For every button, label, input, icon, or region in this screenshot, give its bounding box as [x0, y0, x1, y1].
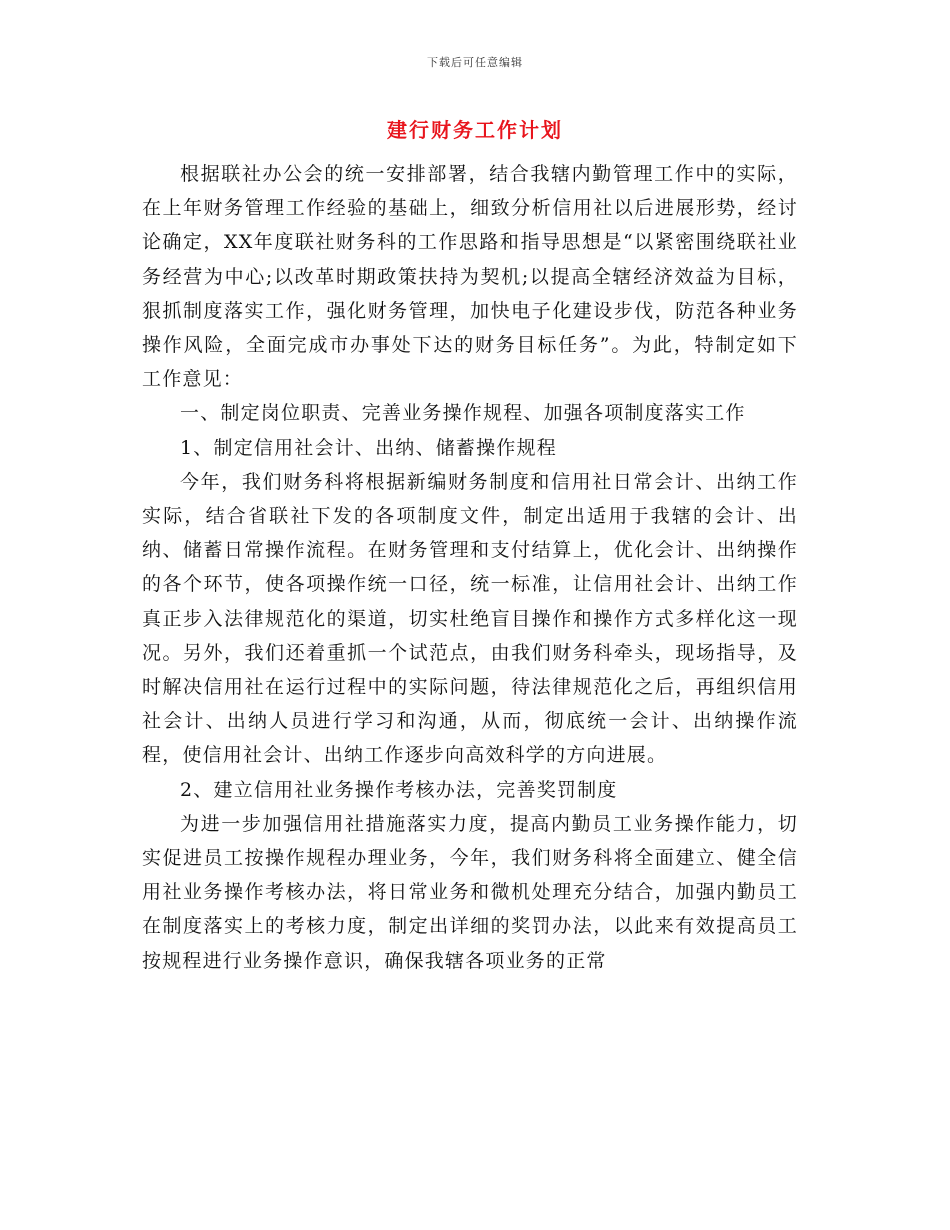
- section-heading-1: 一、制定岗位职责、完善业务操作规程、加强各项制度落实工作: [180, 402, 746, 425]
- paragraph-subsection-2: 为进一步加强信用社措施落实力度，提高内勤员工业务操作能力，切实促进员工按操作规程办理业务，今年，我们财务科将全面建立、健全信用社业务操作考核办法，将日常业务和微机处理充分结合，加强内勤员工在制度落实上的考核力度，制定出详细的奖罚办法，以此来有效提高员工按规程进行业务操作意识，确保我辖各项业务的正常: [142, 812, 798, 972]
- subsection-heading-2: 2、建立信用社业务操作考核办法，完善奖罚制度: [180, 778, 618, 801]
- document-title: 建行财务工作计划: [387, 118, 563, 142]
- paragraph-intro: 根据联社办公会的统一安排部署，结合我辖内勤管理工作中的实际，在上年财务管理工作经验的基础上，细致分析信用社以后进展形势，经讨论确定，XX年度联社财务科的工作思路和指导思想是“以紧密围绕联社业务经营为中心;以改革时期政策扶持为契机;以提高全辖经济效益为目标，狠抓制度落实工作，强化财务管理，加快电子化建设步伐，防范各种业务操作风险，全面完成市办事处下达的财务目标任务”。为此，特制定如下工作意见：: [142, 163, 798, 391]
- document-body: [142, 157, 798, 978]
- paragraph-subsection-1: 今年，我们财务科将根据新编财务制度和信用社日常会计、出纳工作实际，结合省联社下发的各项制度文件，制定出适用于我辖的会计、出纳、储蓄日常操作流程。在财务管理和支付结算上，优化会计、出纳操作的各个环节，使各项操作统一口径，统一标准，让信用社会计、出纳工作真正步入法律规范化的渠道，切实杜绝盲目操作和操作方式多样化这一现况。另外，我们还着重抓一个试范点，由我们财务科牵头，现场指导，及时解决信用社在运行过程中的实际问题，待法律规范化之后，再组织信用社会计、出纳人员进行学习和沟通，从而，彻底统一会计、出纳操作流程，使信用社会计、出纳工作逐步向高效科学的方向进展。: [142, 470, 798, 767]
- subsection-heading-1: 1、制定信用社会计、出纳、储蓄操作规程: [180, 436, 557, 459]
- header-note: 下载后可任意编辑: [427, 56, 523, 69]
